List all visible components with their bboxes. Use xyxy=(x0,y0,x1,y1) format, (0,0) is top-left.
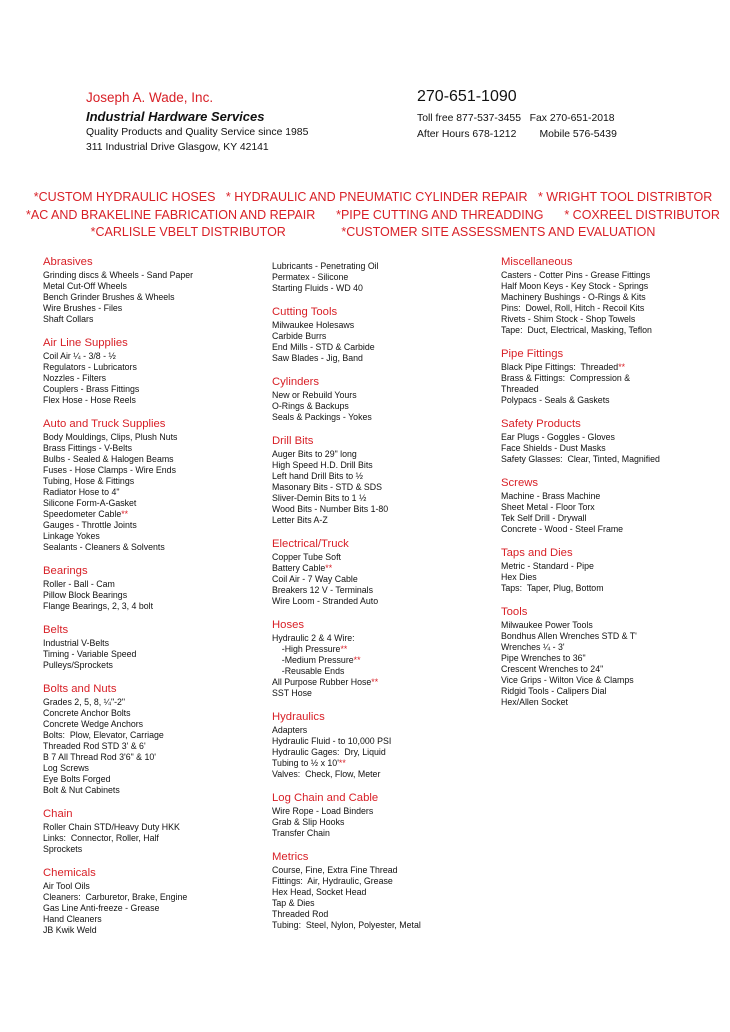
section-title: Electrical/Truck xyxy=(272,538,349,550)
catalog-item xyxy=(501,653,726,664)
catalog-item xyxy=(272,515,497,526)
catalog-item xyxy=(43,914,268,925)
catalog-item xyxy=(501,631,726,642)
catalog-section xyxy=(43,807,268,855)
item-text: Milwaukee Holesaws xyxy=(272,320,355,330)
item-text: Hex/Allen Socket xyxy=(501,697,568,707)
catalog-section xyxy=(272,850,497,931)
item-text: Bulbs - Sealed & Halogen Beams xyxy=(43,454,174,464)
catalog-section xyxy=(501,546,726,594)
item-text: Ridgid Tools - Calipers Dial xyxy=(501,686,607,696)
catalog-item xyxy=(43,833,268,844)
item-text: Hand Cleaners xyxy=(43,914,102,924)
item-text: Shaft Collars xyxy=(43,314,94,324)
catalog-item xyxy=(43,719,268,730)
item-text: -Reusable Ends xyxy=(272,666,345,676)
item-text: Regulators - Lubricators xyxy=(43,362,137,372)
item-text: SST Hose xyxy=(272,688,312,698)
catalog-item xyxy=(43,292,268,303)
section-title: Bearings xyxy=(43,565,88,577)
item-text: Vice Grips - Wilton Vice & Clamps xyxy=(501,675,634,685)
catalog-item xyxy=(501,373,726,384)
catalog-item xyxy=(272,504,497,515)
catalog-item xyxy=(501,513,726,524)
catalog-item xyxy=(501,292,726,303)
item-text: Left hand Drill Bits to ½ xyxy=(272,471,363,481)
catalog-item xyxy=(43,708,268,719)
catalog-section xyxy=(272,791,497,839)
item-text: New or Rebuild Yours xyxy=(272,390,357,400)
item-text: Machine - Brass Machine xyxy=(501,491,601,501)
catalog-item xyxy=(501,697,726,708)
item-text: Course, Fine, Extra Fine Thread xyxy=(272,865,398,875)
item-text: Eye Bolts Forged xyxy=(43,774,111,784)
section-title: Bolts and Nuts xyxy=(43,683,117,695)
catalog-item xyxy=(43,763,268,774)
catalog-item xyxy=(272,920,497,931)
catalog-item xyxy=(501,664,726,675)
item-text: Transfer Chain xyxy=(272,828,330,838)
company-address: 311 Industrial Drive Glasgow, KY 42141 xyxy=(86,142,269,153)
catalog-item xyxy=(501,502,726,513)
catalog-section xyxy=(501,255,726,336)
catalog-item xyxy=(43,531,268,542)
catalog-item xyxy=(43,881,268,892)
section-title: Air Line Supplies xyxy=(43,337,128,349)
services-banner xyxy=(0,189,730,242)
item-text: Sprockets xyxy=(43,844,83,854)
catalog-item xyxy=(272,320,497,331)
catalog-item xyxy=(272,331,497,342)
item-text: Tek Self Drill - Drywall xyxy=(501,513,587,523)
catalog-item xyxy=(501,281,726,292)
section-title: Cylinders xyxy=(272,376,320,388)
item-text: Grades 2, 5, 8, ¼"-2" xyxy=(43,697,126,707)
services-line: *CARLISLE VBELT DISTRIBUTOR *CUSTOMER SITE ASSESSMENTS AND EVALUATION xyxy=(90,225,656,239)
item-text: Concrete - Wood - Steel Frame xyxy=(501,524,624,534)
catalog-item xyxy=(43,892,268,903)
catalog-item xyxy=(272,865,497,876)
item-text: Wrenches ¼ - 3' xyxy=(501,642,565,652)
catalog-item xyxy=(501,454,726,465)
catalog-item xyxy=(43,395,268,406)
catalog-item xyxy=(43,638,268,649)
catalog-section xyxy=(272,710,497,780)
item-text: Links: Connector, Roller, Half xyxy=(43,833,159,843)
catalog-item xyxy=(43,774,268,785)
section-title: Belts xyxy=(43,624,69,636)
main-phone: 270-651-1090 xyxy=(417,88,517,105)
catalog-item xyxy=(501,325,726,336)
catalog-item xyxy=(43,542,268,553)
catalog-item xyxy=(43,741,268,752)
catalog-item xyxy=(43,785,268,796)
catalog-item xyxy=(43,351,268,362)
catalog-item xyxy=(501,686,726,697)
item-text: Concrete Anchor Bolts xyxy=(43,708,131,718)
item-text: Hydraulic Fluid - to 10,000 PSI xyxy=(272,736,392,746)
section-title: Drill Bits xyxy=(272,435,314,447)
item-text: Wire Loom - Stranded Auto xyxy=(272,596,379,606)
item-text: Fuses - Hose Clamps - Wire Ends xyxy=(43,465,176,475)
catalog-section xyxy=(43,866,268,936)
catalog-item xyxy=(43,303,268,314)
catalog-item xyxy=(272,887,497,898)
item-text: Air Tool Oils xyxy=(43,881,90,891)
item-text: Bench Grinder Brushes & Wheels xyxy=(43,292,175,302)
item-text: Half Moon Keys - Key Stock - Springs xyxy=(501,281,649,291)
catalog-item xyxy=(43,432,268,443)
item-text: Roller - Ball - Cam xyxy=(43,579,115,589)
item-text: Sheet Metal - Floor Torx xyxy=(501,502,595,512)
catalog-item xyxy=(272,574,497,585)
afterhours-mobile-line: After Hours 678-1212 Mobile 576-5439 xyxy=(417,129,617,140)
catalog-item xyxy=(272,909,497,920)
item-text: Auger Bits to 29" long xyxy=(272,449,357,459)
item-text: JB Kwik Weld xyxy=(43,925,97,935)
catalog-item xyxy=(272,390,497,401)
item-text: Gauges - Throttle Joints xyxy=(43,520,137,530)
item-text: Radiator Hose to 4" xyxy=(43,487,120,497)
item-text: Machinery Bushings - O-Rings & Kits xyxy=(501,292,646,302)
catalog-column-2 xyxy=(272,261,497,942)
item-text: Speedometer Cable xyxy=(43,509,122,519)
item-text: Rivets - Shim Stock - Shop Towels xyxy=(501,314,636,324)
item-text: Hex Head, Socket Head xyxy=(272,887,367,897)
item-text: Seals & Packings - Yokes xyxy=(272,412,372,422)
catalog-item xyxy=(272,725,497,736)
catalog-item xyxy=(43,649,268,660)
catalog-item xyxy=(501,620,726,631)
item-text: Carbide Burrs xyxy=(272,331,327,341)
catalog-item xyxy=(43,362,268,373)
catalog-section xyxy=(43,336,268,406)
item-text: Wire Brushes - Files xyxy=(43,303,123,313)
catalog-section xyxy=(272,305,497,364)
item-text: Saw Blades - Jig, Band xyxy=(272,353,363,363)
catalog-item xyxy=(43,498,268,509)
item-text: -High Pressure xyxy=(272,644,341,654)
item-text: Gas Line Anti-freeze - Grease xyxy=(43,903,160,913)
catalog-item xyxy=(272,563,497,574)
catalog-section xyxy=(272,537,497,607)
item-text: Milwaukee Power Tools xyxy=(501,620,593,630)
catalog-section xyxy=(43,682,268,796)
section-title: Cutting Tools xyxy=(272,306,338,318)
item-text: Lubricants - Penetrating Oil xyxy=(272,261,379,271)
item-text: Bondhus Allen Wrenches STD & T' xyxy=(501,631,637,641)
item-text: Bolt & Nut Cabinets xyxy=(43,785,120,795)
company-header xyxy=(86,90,386,155)
catalog-section xyxy=(272,434,497,526)
catalog-section xyxy=(272,261,497,294)
catalog-item xyxy=(272,817,497,828)
item-text: Safety Glasses: Clear, Tinted, Magnified xyxy=(501,454,660,464)
item-text: Flange Bearings, 2, 3, 4 bolt xyxy=(43,601,154,611)
section-title: Hoses xyxy=(272,619,305,631)
catalog-item xyxy=(272,261,497,272)
catalog-item xyxy=(43,509,268,520)
catalog-item xyxy=(272,342,497,353)
item-text: Copper Tube Soft xyxy=(272,552,341,562)
catalog-item xyxy=(272,283,497,294)
catalog-item xyxy=(501,583,726,594)
catalog-item xyxy=(501,561,726,572)
catalog-item xyxy=(272,688,497,699)
item-text: Tap & Dies xyxy=(272,898,315,908)
item-text: -Medium Pressure xyxy=(272,655,354,665)
section-title: Metrics xyxy=(272,851,309,863)
item-text: Nozzles - Filters xyxy=(43,373,107,383)
item-text: Brass Fittings - V-Belts xyxy=(43,443,132,453)
item-text: Log Screws xyxy=(43,763,89,773)
item-text: Pulleys/Sprockets xyxy=(43,660,113,670)
item-text: Concrete Wedge Anchors xyxy=(43,719,144,729)
catalog-item xyxy=(272,655,497,666)
item-text: B 7 All Thread Rod 3'6" & 10' xyxy=(43,752,156,762)
catalog-item xyxy=(272,633,497,644)
catalog-item xyxy=(272,401,497,412)
item-text: Hydraulic Gages: Dry, Liquid xyxy=(272,747,386,757)
catalog-item xyxy=(272,596,497,607)
item-text: Body Mouldings, Clips, Plush Nuts xyxy=(43,432,178,442)
item-text: Polypacs - Seals & Gaskets xyxy=(501,395,610,405)
catalog-item xyxy=(272,353,497,364)
catalog-item xyxy=(501,314,726,325)
catalog-item xyxy=(43,660,268,671)
catalog-section xyxy=(272,618,497,699)
catalog-section xyxy=(501,417,726,465)
item-text: Tubing to ½ x 10' xyxy=(272,758,339,768)
item-text: Tubing: Steel, Nylon, Polyester, Metal xyxy=(272,920,421,930)
item-text: Hydraulic 2 & 4 Wire: xyxy=(272,633,355,643)
item-marker: ** xyxy=(338,758,346,768)
catalog-item xyxy=(272,552,497,563)
catalog-item xyxy=(501,395,726,406)
catalog-section xyxy=(43,564,268,612)
section-title: Log Chain and Cable xyxy=(272,792,379,804)
catalog-item xyxy=(272,644,497,655)
catalog-section xyxy=(43,417,268,553)
catalog-item xyxy=(272,666,497,677)
catalog-section xyxy=(43,255,268,325)
item-text: Taps: Taper, Plug, Bottom xyxy=(501,583,604,593)
item-text: Permatex - Silicone xyxy=(272,272,349,282)
item-marker: ** xyxy=(353,655,361,665)
item-marker: ** xyxy=(340,644,348,654)
catalog-item xyxy=(501,443,726,454)
catalog-item xyxy=(272,876,497,887)
catalog-section xyxy=(272,375,497,423)
catalog-item xyxy=(272,758,497,769)
item-text: All Purpose Rubber Hose xyxy=(272,677,372,687)
company-tagline: Quality Products and Quality Service since 1985 xyxy=(86,127,309,138)
item-text: Metal Cut-Off Wheels xyxy=(43,281,127,291)
catalog-item xyxy=(272,449,497,460)
item-text: Cleaners: Carburetor, Brake, Engine xyxy=(43,892,188,902)
item-text: Couplers - Brass Fittings xyxy=(43,384,140,394)
catalog-item xyxy=(43,454,268,465)
catalog-item xyxy=(43,844,268,855)
catalog-item xyxy=(43,281,268,292)
item-text: Pins: Dowel, Roll, Hitch - Recoil Kits xyxy=(501,303,645,313)
catalog-section xyxy=(43,623,268,671)
catalog-item xyxy=(272,806,497,817)
catalog-item xyxy=(272,585,497,596)
catalog-column-3 xyxy=(501,255,726,719)
item-text: Wire Rope - Load Binders xyxy=(272,806,374,816)
item-text: Brass & Fittings: Compression & xyxy=(501,373,631,383)
item-text: Ear Plugs - Goggles - Gloves xyxy=(501,432,615,442)
item-text: Threaded Rod STD 3' & 6' xyxy=(43,741,146,751)
item-text: Battery Cable xyxy=(272,563,326,573)
item-text: Threaded Rod xyxy=(272,909,329,919)
item-text: End Mills - STD & Carbide xyxy=(272,342,375,352)
item-text: Timing - Variable Speed xyxy=(43,649,137,659)
item-text: Wood Bits - Number Bits 1-80 xyxy=(272,504,389,514)
services-line: *AC AND BRAKELINE FABRICATION AND REPAIR *PIPE CUTTING AND THREADDING * COXREEL DISTRIBUTOR xyxy=(26,207,720,222)
item-text: Black Pipe Fittings: Threaded xyxy=(501,362,619,372)
catalog-item xyxy=(501,303,726,314)
catalog-section xyxy=(501,605,726,708)
catalog-item xyxy=(43,476,268,487)
item-text: Letter Bits A-Z xyxy=(272,515,328,525)
item-text: Threaded xyxy=(501,384,539,394)
section-title: Hydraulics xyxy=(272,711,325,723)
item-text: Fittings: Air, Hydraulic, Grease xyxy=(272,876,393,886)
section-title: Auto and Truck Supplies xyxy=(43,418,166,430)
section-title: Abrasives xyxy=(43,256,93,268)
section-title: Taps and Dies xyxy=(501,547,573,559)
contact-block xyxy=(417,88,717,143)
catalog-item xyxy=(272,898,497,909)
item-text: Valves: Check, Flow, Meter xyxy=(272,769,381,779)
catalog-item xyxy=(501,572,726,583)
item-text: Coil Air ¼ - 3/8 - ½ xyxy=(43,351,116,361)
services-line: *CUSTOM HYDRAULIC HOSES * HYDRAULIC AND PNEUMATIC CYLINDER REPAIR * WRIGHT TOOL DISTRIBTOR xyxy=(33,190,713,204)
item-text: Metric - Standard - Pipe xyxy=(501,561,594,571)
catalog-item xyxy=(272,747,497,758)
item-text: Hex Dies xyxy=(501,572,537,582)
item-marker: ** xyxy=(618,362,626,372)
catalog-item xyxy=(43,443,268,454)
item-text: Sliver-Demin Bits to 1 ½ xyxy=(272,493,367,503)
item-text: Starting Fluids - WD 40 xyxy=(272,283,363,293)
catalog-item xyxy=(43,270,268,281)
section-title: Miscellaneous xyxy=(501,256,573,268)
catalog-item xyxy=(272,412,497,423)
item-text: High Speed H.D. Drill Bits xyxy=(272,460,373,470)
catalog-item xyxy=(501,384,726,395)
item-text: Breakers 12 V - Terminals xyxy=(272,585,374,595)
section-title: Tools xyxy=(501,606,528,618)
section-title: Pipe Fittings xyxy=(501,348,564,360)
catalog-item xyxy=(43,730,268,741)
catalog-item xyxy=(501,432,726,443)
catalog-item xyxy=(501,642,726,653)
catalog-item xyxy=(501,362,726,373)
item-text: Pipe Wrenches to 36" xyxy=(501,653,586,663)
item-text: Grinding discs & Wheels - Sand Paper xyxy=(43,270,194,280)
item-marker: ** xyxy=(371,677,379,687)
catalog-item xyxy=(43,903,268,914)
catalog-item xyxy=(272,482,497,493)
catalog-section xyxy=(501,476,726,535)
item-marker: ** xyxy=(121,509,129,519)
item-text: Silicone Form-A-Gasket xyxy=(43,498,137,508)
item-text: Bolts: Plow, Elevator, Carriage xyxy=(43,730,164,740)
item-text: Coil Air - 7 Way Cable xyxy=(272,574,358,584)
catalog-item xyxy=(43,822,268,833)
catalog-section xyxy=(501,347,726,406)
catalog-item xyxy=(272,471,497,482)
item-text: Casters - Cotter Pins - Grease Fittings xyxy=(501,270,651,280)
catalog-item xyxy=(43,697,268,708)
section-title: Chain xyxy=(43,808,73,820)
catalog-item xyxy=(43,384,268,395)
section-title: Safety Products xyxy=(501,418,581,430)
item-text: Sealants - Cleaners & Solvents xyxy=(43,542,165,552)
company-name: Joseph A. Wade, Inc. xyxy=(86,90,214,105)
item-text: O-Rings & Backups xyxy=(272,401,349,411)
catalog-item xyxy=(272,677,497,688)
catalog-item xyxy=(272,769,497,780)
catalog-item xyxy=(43,373,268,384)
catalog-item xyxy=(43,520,268,531)
catalog-item xyxy=(43,590,268,601)
item-text: Industrial V-Belts xyxy=(43,638,110,648)
item-text: Face Shields - Dust Masks xyxy=(501,443,606,453)
section-title: Chemicals xyxy=(43,867,96,879)
catalog-item xyxy=(272,460,497,471)
company-subtitle: Industrial Hardware Services xyxy=(86,109,265,124)
section-title: Screws xyxy=(501,477,539,489)
item-text: Linkage Yokes xyxy=(43,531,100,541)
item-text: Pillow Block Bearings xyxy=(43,590,128,600)
catalog-item xyxy=(43,601,268,612)
catalog-item xyxy=(501,524,726,535)
item-marker: ** xyxy=(325,563,333,573)
item-text: Tubing, Hose & Fittings xyxy=(43,476,135,486)
catalog-item xyxy=(43,579,268,590)
catalog-item xyxy=(272,736,497,747)
item-text: Roller Chain STD/Heavy Duty HKK xyxy=(43,822,180,832)
catalog-item xyxy=(43,487,268,498)
catalog-item xyxy=(272,828,497,839)
tollfree-fax-line: Toll free 877-537-3455 Fax 270-651-2018 xyxy=(417,113,615,124)
catalog-item xyxy=(43,314,268,325)
item-text: Adapters xyxy=(272,725,308,735)
item-text: Crescent Wrenches to 24" xyxy=(501,664,604,674)
catalog-item xyxy=(43,752,268,763)
catalog-item xyxy=(501,675,726,686)
item-text: Flex Hose - Hose Reels xyxy=(43,395,136,405)
item-text: Masonary Bits - STD & SDS xyxy=(272,482,382,492)
catalog-item xyxy=(43,465,268,476)
item-text: Tape: Duct, Electrical, Masking, Teflon xyxy=(501,325,652,335)
catalog-item xyxy=(272,272,497,283)
catalog-item xyxy=(501,491,726,502)
catalog-column-1 xyxy=(43,255,268,947)
catalog-item xyxy=(272,493,497,504)
item-text: Grab & Slip Hooks xyxy=(272,817,345,827)
catalog-item xyxy=(501,270,726,281)
catalog-item xyxy=(43,925,268,936)
